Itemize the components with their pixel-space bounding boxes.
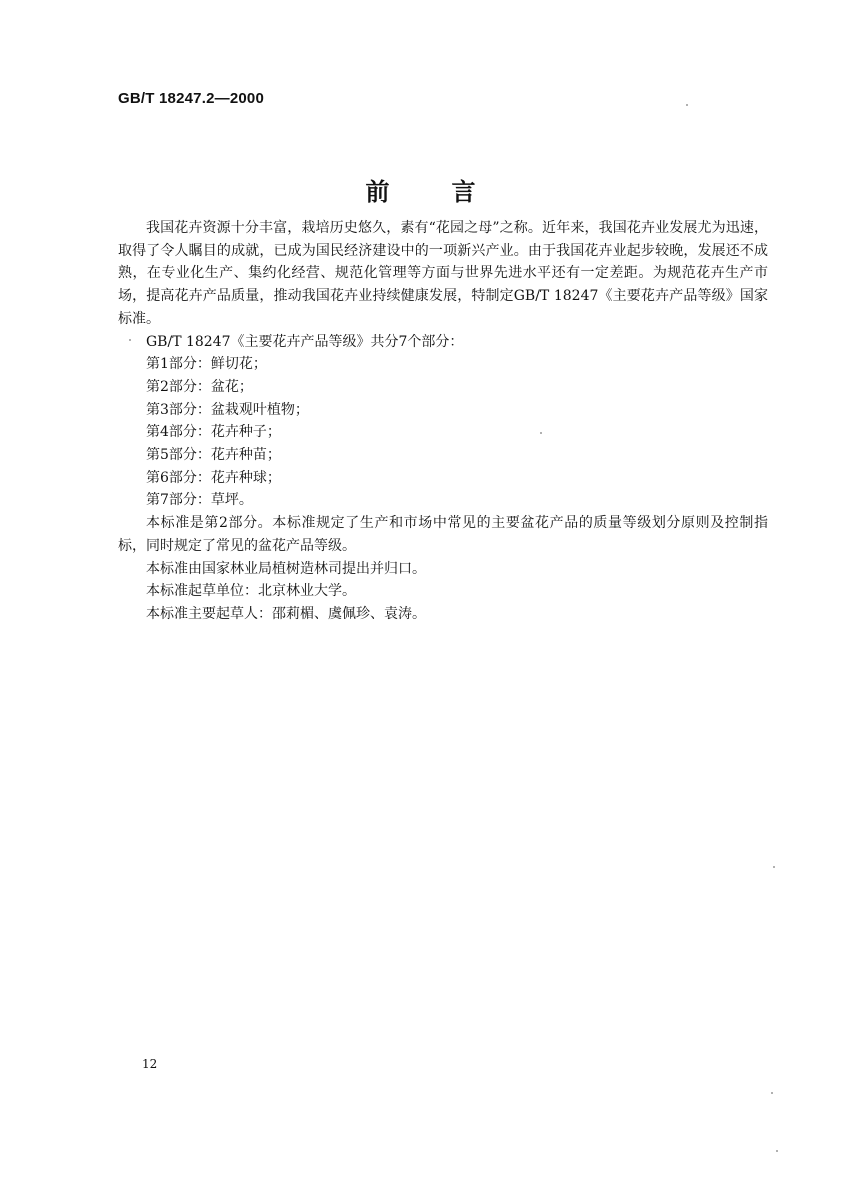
part-list-item: 第7部分：草坪。 [146, 492, 253, 509]
proposer-paragraph: 本标准由国家林业局植树造林司提出并归口。 [146, 560, 426, 577]
scan-speck [686, 104, 688, 106]
scan-speck [776, 1150, 778, 1152]
parts-intro-paragraph: GB/T 18247《主要花卉产品等级》共分7个部分： [146, 333, 464, 350]
standard-number: GB/T 18247.2—2000 [118, 90, 264, 107]
scope-paragraph: 本标准是第2部分。本标准规定了生产和市场中常见的主要盆花产品的质量等级划分原则及控制指标，同时规定了常见的盆花产品等级。 [118, 515, 768, 554]
part-list-item: 第6部分：花卉种球； [146, 469, 281, 486]
part-list-item: 第1部分：鲜切花； [146, 356, 267, 373]
part-list-item: 第2部分：盆花； [146, 378, 253, 395]
scan-speck [773, 866, 775, 868]
scan-speck [771, 1092, 773, 1094]
part-list-item: 第5部分：花卉种苗； [146, 447, 281, 464]
scan-speck [540, 432, 542, 434]
page-number: 12 [142, 1057, 158, 1071]
part-list-item: 第4部分：花卉种子； [146, 424, 281, 441]
drafters-paragraph: 本标准主要起草人：邵莉楣、虞佩珍、袁涛。 [146, 605, 426, 622]
drafting-unit-paragraph: 本标准起草单位：北京林业大学。 [146, 583, 356, 600]
part-list-item: 第3部分：盆栽观叶植物； [146, 401, 309, 418]
page-title: 前言 [365, 178, 538, 206]
foreword-body [118, 217, 768, 626]
scan-speck [129, 339, 131, 341]
intro-paragraph: 我国花卉资源十分丰富，栽培历史悠久，素有“花园之母”之称。近年来，我国花卉业发展尤为迅速，取得了令人瞩目的成就，已成为国民经济建设中的一项新兴产业。由于我国花卉业起步较晚，发展还不成熟，在专业化生产、集约化经营、规范化管理等方面与世界先进水平还有一定差距。为规范花卉生产市场，提高花卉产品质量，推动我国花卉业持续健康发展，特制定GB/T 18247《主要花卉产品等级》国家标准。 [118, 220, 768, 327]
